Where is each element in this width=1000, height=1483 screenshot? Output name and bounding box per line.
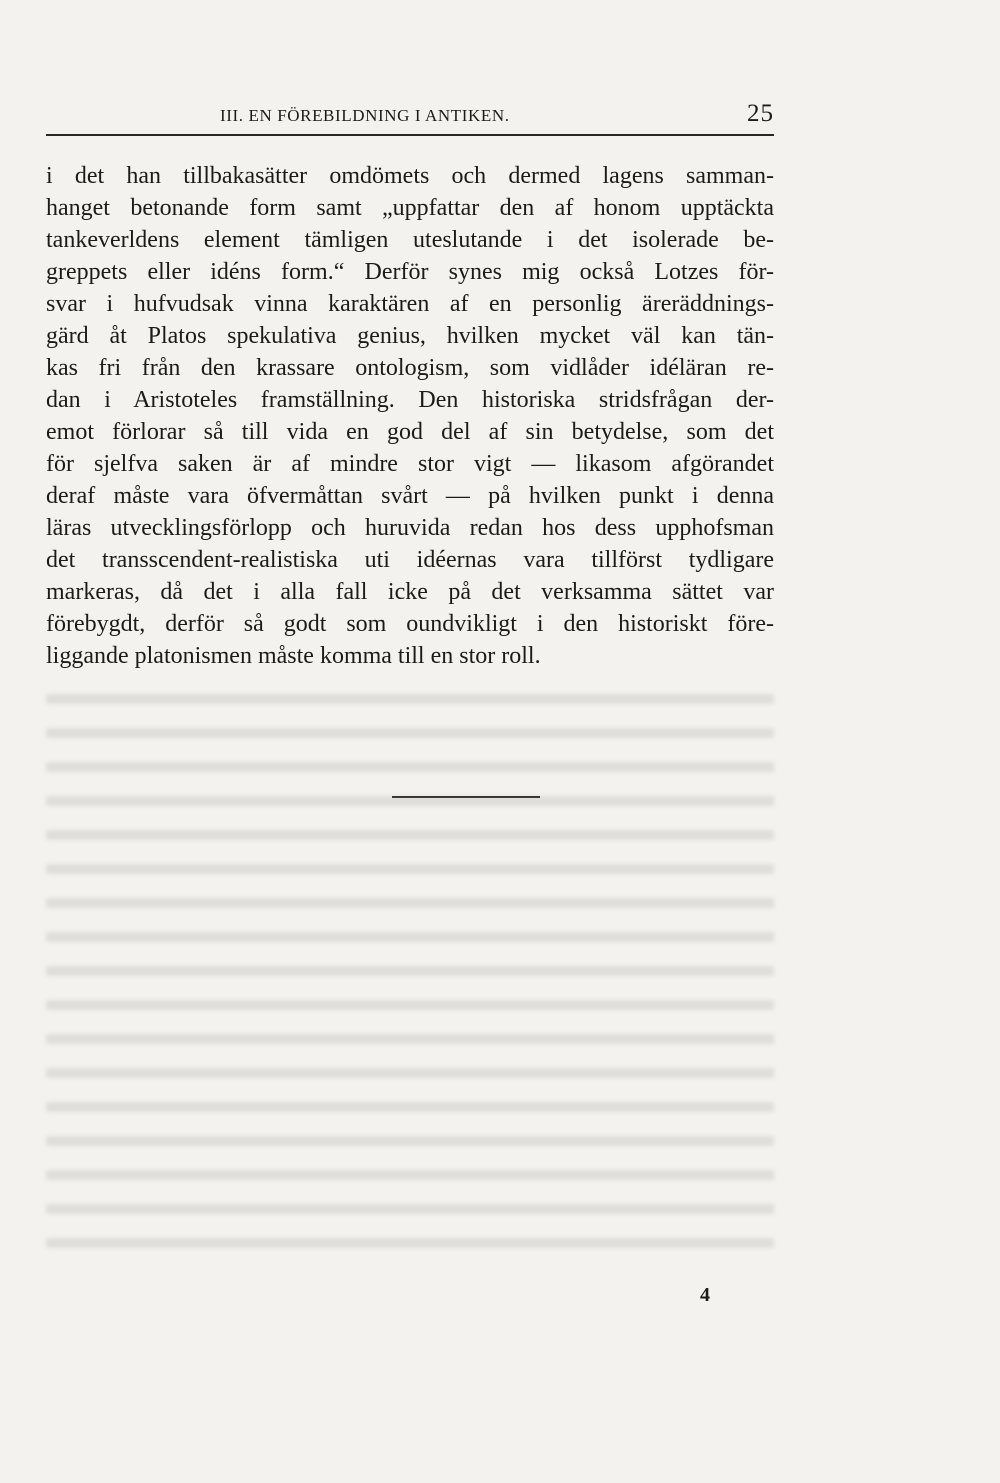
running-title: III. EN FÖREBILDNING I ANTIKEN. (220, 106, 510, 125)
text-line: i det han tillbakasätter omdömets och dermed lagens samman- (46, 163, 774, 189)
text-line: svar i hufvudsak vinna karaktären af en personlig äreräddnings- (46, 291, 774, 317)
text-line: deraf måste vara öfvermåttan svårt — på hvilken punkt i denna (46, 483, 774, 509)
section-end-rule (392, 796, 540, 798)
text-line: gärd åt Platos spekulativa genius, hvilken mycket väl kan tän- (46, 323, 774, 349)
page-number: 25 (747, 100, 774, 127)
text-line: det transscendent-realistiska uti idéernas vara tillförst tydligare (46, 547, 774, 573)
text-line: förebygdt, derför så godt som oundvikligt i den historiskt före- (46, 611, 774, 637)
header-rule (46, 134, 774, 136)
text-line: emot förlorar så till vida en god del af sin betydelse, som det (46, 419, 774, 445)
text-line: greppets eller idéns form.“ Derför synes mig också Lotzes för- (46, 259, 774, 285)
text-line: för sjelfva saken är af mindre stor vigt — likasom afgörandet (46, 451, 774, 477)
signature-mark: 4 (700, 1284, 710, 1306)
text-line: läras utvecklingsförlopp och huruvida redan hos dess upphofsman (46, 515, 774, 541)
text-line: hanget betonande form samt „uppfattar den af honom upptäckta (46, 195, 774, 221)
show-through-texture (46, 680, 774, 1260)
text-line: tankeverldens element tämligen uteslutande i det isolerade be- (46, 227, 774, 253)
text-line: markeras, då det i alla fall icke på det verksamma sättet var (46, 579, 774, 605)
page-header (46, 100, 774, 134)
text-line: liggande platonismen måste komma till en stor roll. (46, 643, 541, 669)
text-line: dan i Aristoteles framställning. Den historiska stridsfrågan der- (46, 387, 774, 413)
text-line: kas fri från den krassare ontologism, som vidlåder idéläran re- (46, 355, 774, 381)
body-paragraph (46, 160, 774, 672)
